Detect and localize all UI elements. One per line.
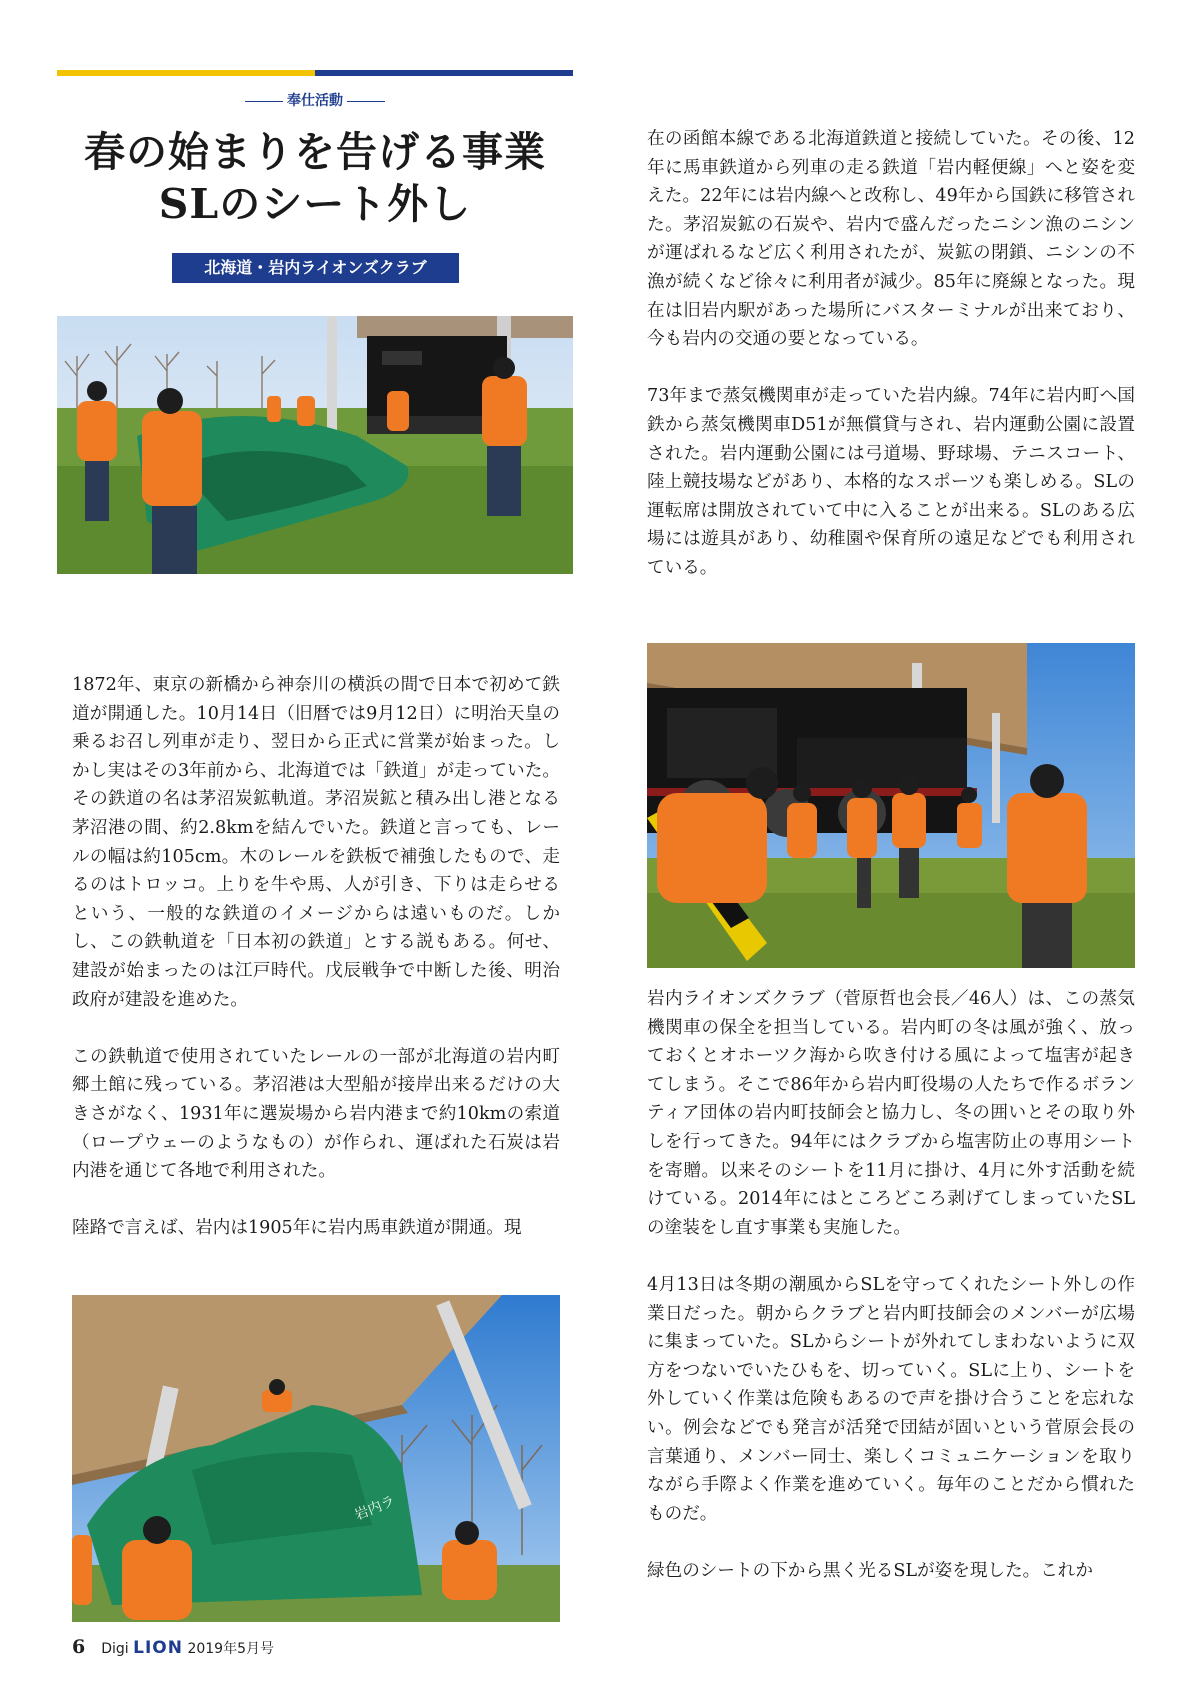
header-rule-yellow — [57, 70, 315, 76]
paragraph: この鉄軌道で使用されていたレールの一部が北海道の岩内町郷土館に残っている。茅沼港は大型船が接岸出来るだけの大きさがなく、1931年に選炭場から岩内港まで約10kmの索道（ロープウェーのようなもの）が作られ、運ばれた石炭は岩内港を通じて各地で利用された。 — [72, 1046, 560, 1182]
header-rule — [57, 70, 573, 76]
paragraph: 1872年、東京の新橋から神奈川の横浜の間で日本で初めて鉄道が開通した。10月14日（旧暦では9月12日）に明治天皇の乗るお召し列車が走り、翌日から正式に営業が始まった。しかし実はその3年前から、北海道では「鉄道」が走っていた。その鉄道の名は茅沼炭鉱軌道。茅沼炭鉱と積み出し港となる茅沼港の間、約2.8kmを結んでいた。鉄道と言っても、レールの幅は約105cm。木のレールを鉄板で補強したもので、走るのはトロッコ。上りを牛や馬、人が引き、下りは走らせるという、一般的な鉄道のイメージからは遠いものだ。しかし、この鉄軌道を「日本初の鉄道」とする説もある。何せ、建設が始まったのは江戸時代。戊辰戦争で中断した後、明治政府が建設を進めた。 — [72, 675, 560, 1010]
paragraph: 73年まで蒸気機関車が走っていた岩内線。74年に岩内町へ国鉄から蒸気機関車D51が無償貸与され、岩内運動公園に設置された。岩内運動公園には弓道場、野球場、テニスコート、陸上競技場などがあり、本格的なスポーツも楽しめる。SLの運転席は開放されていて中に入ることが出来る。SLのある広場には遊具があり、幼稚園や保育所の遠足などでも利用されている。 — [647, 386, 1135, 578]
category-label: 奉仕活動 — [57, 90, 573, 110]
headline-line2: SLのシート外し — [158, 180, 472, 228]
magazine-prefix: Digi — [101, 1641, 129, 1657]
photo-members-locomotive — [647, 643, 1135, 968]
page-footer — [72, 1636, 274, 1658]
magazine-title — [101, 1638, 274, 1658]
paragraph: 4月13日は冬期の潮風からSLを守ってくれたシート外しの作業日だった。朝からクラブと岩内町技師会のメンバーが広場に集まっていた。SLからシートが外れてしまわないように双方をつないでいたひもを、切っていく。SLに上り、シートを外していく作業は危険もあるので声を掛け合うことを忘れない。例会などでも発言が活発で団結が固いという菅原会長の言葉通り、メンバー同士、楽しくコミュニケーションを取りながら手際よく作業を進めていく。毎年のことだから慣れたものだ。 — [647, 1274, 1135, 1524]
photo-tarp-folding — [57, 316, 573, 574]
paragraph: 陸路で言えば、岩内は1905年に岩内馬車鉄道が開通。現 — [72, 1218, 522, 1239]
headline-line1: 春の始まりを告げる事業 — [84, 128, 546, 176]
body-column-right-top — [647, 125, 1135, 583]
paragraph: 在の函館本線である北海道鉄道と接続していた。その後、12年に馬車鉄道から列車の走る鉄道「岩内軽便線」へと姿を変えた。22年には岩内線へと改称し、49年から国鉄に移管された。茅沼炭鉱の石炭や、岩内で盛んだったニシン漁のニシンが運ばれるなど広く利用されたが、炭鉱の閉鎖、ニシンの不漁が続くなど徐々に利用者が減少。85年に廃線となった。現在は旧岩内駅があった場所にバスターミナルが出来ており、今も岩内の交通の要となっている。 — [647, 129, 1135, 350]
header-rule-blue — [315, 70, 573, 76]
body-column-right-bottom — [647, 985, 1135, 1585]
headline — [57, 126, 573, 230]
body-column-left — [72, 671, 560, 1243]
club-label: 北海道・岩内ライオンズクラブ — [172, 253, 459, 283]
sheet-print: 岩内ラ — [352, 1493, 398, 1524]
issue-label: 2019年5月号 — [187, 1641, 274, 1657]
page-number: 6 — [72, 1636, 86, 1658]
paragraph: 緑色のシートの下から黒く光るSLが姿を現した。これか — [647, 1560, 1093, 1581]
paragraph: 岩内ライオンズクラブ（菅原哲也会長／46人）は、この蒸気機関車の保全を担当している。岩内町の冬は風が強く、放っておくとオホーツク海から吹き付ける風によって塩害が起きてしまう。そこで86年から岩内町役場の人たちで作るボランティア団体の岩内町技師会と協力し、冬の囲いとその取り外しを行ってきた。94年にはクラブから塩害防止の専用シートを寄贈。以来そのシートを11月に掛け、4月に外す活動を続けている。2014年にはところどころ剥げてしまっていたSLの塗装をし直す事業も実施した。 — [647, 989, 1135, 1238]
photo-sheet-removal — [72, 1295, 560, 1622]
magazine-name: LION — [133, 1638, 183, 1658]
